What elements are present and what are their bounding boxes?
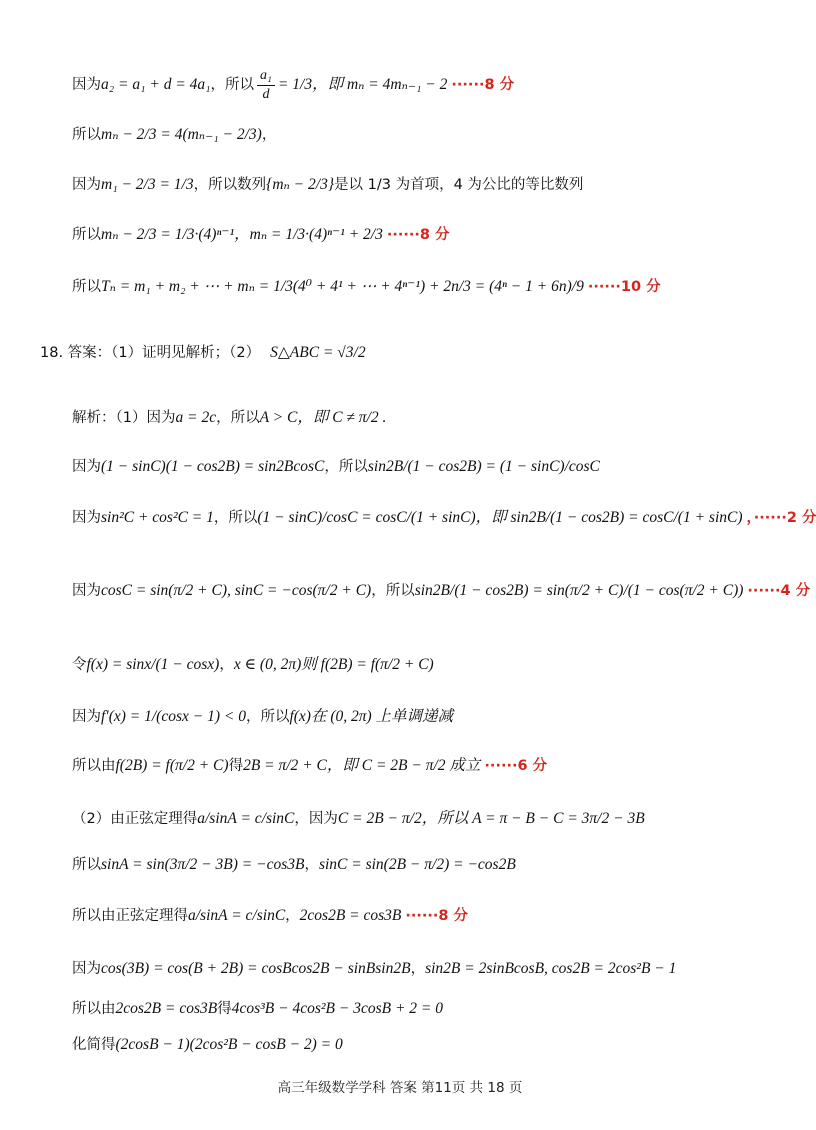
math-line: 所以由正弦定理得 a/sinA = c/sinC ， 2cos2B = cos3B ······8 分 bbox=[72, 907, 469, 925]
math-line: 因为 sin²C + cos²C = 1 ，所以 (1 − sinC)/cosC = cosC/(1 + sinC) ，即 sin2B/(1 − cos2B) = cosC/(1 + sinC) ，······2 分 bbox=[72, 509, 816, 527]
math-line: 因为 cosC = sin(π/2 + C), sinC = −cos(π/2 + C) ，所以 sin2B/(1 − cos2B) = sin(π/2 + C)/(1 − cos(π/2 + C)) ······4 分 bbox=[72, 582, 811, 600]
math-line: 所以 mₙ − 2/3 = 1/3·(4)ⁿ⁻¹ ，mₙ = 1/3·(4)ⁿ⁻¹ + 2/3 ······8 分 bbox=[72, 226, 450, 244]
math-line: 因为 (1 − sinC)(1 − cos2B) = sin2BcosC ，所以 sin2B/(1 − cos2B) = (1 − sinC)/cosC bbox=[72, 458, 600, 476]
score-mark: ······8 分 bbox=[386, 226, 450, 243]
math-expression: a₂ = a₁ + d = 4a₁ bbox=[101, 76, 211, 94]
score-mark: ······4 分 bbox=[747, 582, 811, 599]
score-mark: ······6 分 bbox=[484, 757, 548, 774]
question-header: 18. 答案：（1）证明见解析；（2） S△ABC = √3/2 bbox=[40, 344, 366, 362]
math-line: 令 f(x) = sinx/(1 − cosx) ， x ∈ (0, 2π) 则 f(2B) = f(π/2 + C) bbox=[72, 656, 434, 674]
math-line: 化简得 (2cosB − 1)(2cos²B − cosB − 2) = 0 bbox=[72, 1036, 343, 1054]
score-mark: ······8 分 bbox=[451, 76, 515, 93]
math-line: （2）由正弦定理得 a/sinA = c/sinC ，因为 C = 2B − π/2 ，所以 A = π − B − C = 3π/2 − 3B bbox=[72, 810, 645, 828]
fraction: $\frac{\text{a₁}}{d}$ bbox=[257, 69, 275, 102]
math-line: 所以 Tₙ = m₁ + m₂ + ⋯ + mₙ = 1/3(4⁰ + 4¹ + ⋯ + 4ⁿ⁻¹) + 2n/3 = (4ⁿ − 1 + 6n)/9 ······10 分 bbox=[72, 278, 661, 296]
math-line: 所以由 2cos2B = cos3B 得 4cos³B − 4cos²B − 3cosB + 2 = 0 bbox=[72, 1000, 443, 1018]
math-line: 解析：（1）因为 a = 2c ，所以 A > C ，即 C ≠ π/2 . bbox=[72, 409, 387, 427]
math-line: 因为 cos(3B) = cos(B + 2B) = cosBcos2B − sinBsin2B ， sin2B = 2sinBcosB, cos2B = 2cos²B − 1 bbox=[72, 960, 677, 978]
score-mark: ，······2 分 bbox=[746, 509, 816, 526]
score-mark: ······8 分 bbox=[405, 907, 469, 924]
math-line: 因为 a₂ = a₁ + d = 4a₁ ，所以 $\frac{\text{a₁}}{d}$ = 1/3 ，即 mₙ = 4mₙ₋₁ − 2 ······8 分 bbox=[72, 67, 515, 102]
math-line: 所以由 f(2B) = f(π/2 + C) 得 2B = π/2 + C ，即 C = 2B − π/2 成立 ······6 分 bbox=[72, 757, 548, 775]
math-line: 因为 f′(x) = 1/(cosx − 1) < 0 ，所以 f(x) 在 (0, 2π) 上单调递减 bbox=[72, 708, 454, 726]
score-mark: ······10 分 bbox=[587, 278, 661, 295]
math-line: 因为 m₁ − 2/3 = 1/3 ，所以数列 {mₙ − 2/3} 是以 1/3 为首项，4 为公比的等比数列 bbox=[72, 176, 584, 194]
math-line: 所以 sinA = sin(3π/2 − 3B) = −cos3B ， sinC = sin(2B − π/2) = −cos2B bbox=[72, 856, 516, 874]
math-line: 所以 mₙ − 2/3 = 4(mₙ₋₁ − 2/3) ， bbox=[72, 126, 277, 144]
page-footer: 高三年级数学学科 答案 第11页 共 18 页 bbox=[277, 1080, 523, 1096]
